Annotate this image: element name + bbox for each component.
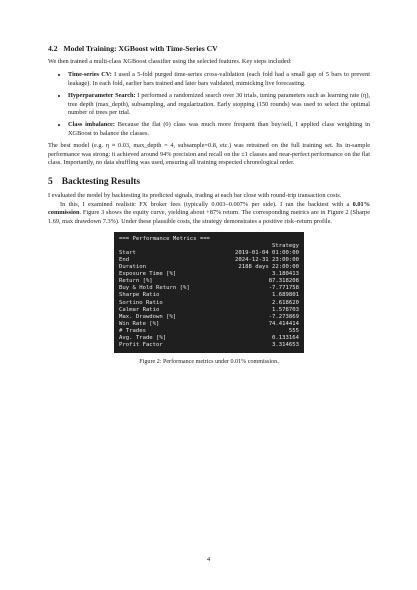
- metric-value: 87.318208: [268, 278, 299, 285]
- metric-rows: [119, 250, 299, 349]
- metric-row: [119, 300, 299, 307]
- metric-row: [119, 328, 299, 335]
- metric-value: -7.273869: [268, 313, 299, 320]
- metric-label: Avg. Trade [%]: [119, 334, 167, 341]
- metric-row: [119, 285, 299, 292]
- metric-label: Buy & Hold Return [%]: [119, 285, 190, 292]
- metric-value: 2.618620: [272, 299, 299, 306]
- subsection-number: 4.2: [48, 44, 58, 53]
- section-heading: [48, 177, 370, 187]
- metric-value: 3.314653: [272, 341, 299, 348]
- metric-label: Sharpe Ratio: [119, 292, 160, 299]
- metric-label: Exposure Time [%]: [119, 271, 177, 278]
- bullet-item: [68, 71, 370, 88]
- page-content: [48, 44, 370, 365]
- metric-row: [119, 335, 299, 342]
- metric-label: Start: [119, 250, 136, 257]
- bullet-item: [68, 121, 370, 138]
- subsection-intro: We then trained a multi-class XGBoost classifier using the selected features. Key steps included:: [48, 58, 292, 65]
- terminal-header: [119, 236, 299, 243]
- metric-value: 74.414414: [268, 320, 299, 327]
- metric-value: 0.133164: [272, 334, 299, 341]
- metric-value: -7.771758: [268, 285, 299, 292]
- bullet-text: Because the flat (0) class was much more frequent than buy/sell, I applied class weighting in XGBoost to balance the classes.: [68, 121, 370, 137]
- terminal-header-text: === Performance Metrics ===: [119, 236, 210, 243]
- para-text: In this, I examined realistic FX broker fees (typically 0.003–0.007% per side). I ran the backtest with a: [60, 200, 353, 208]
- para-bold: 0.01% commission: [48, 200, 370, 217]
- metric-value: 1.689801: [272, 292, 299, 299]
- metric-value: 2024-12-31 23:00:00: [235, 257, 299, 264]
- metric-row: [119, 264, 299, 271]
- section-paragraph-1: I evaluated the model by backtesting its predicted signals, trading at each bar close with round-trip transaction costs.: [48, 192, 342, 200]
- bullet-text: I used a 5-fold purged time-series cross-validation (each fold had a small gap of 5 bars to prevent leakage). In each fold, earlier bars trained and later bars validated, mimicking live forecasting.: [68, 71, 371, 87]
- metric-row: [119, 314, 299, 321]
- metric-row: [119, 307, 299, 314]
- metric-value: 555: [288, 327, 299, 334]
- page-number: 4: [206, 556, 211, 563]
- figure-caption: Figure 2: Performance metrics under 0.01% commission.: [139, 358, 279, 365]
- bullet-list: [48, 71, 370, 138]
- para-text: . Figure 3 shows the equity curve, yielding about +87% return. The corresponding metrics are in Figure 2 (Sharpe 1.69, max drawdown 7.3%). Under these plausible costs, the strategy demonstrates a positive risk–return profile.: [48, 209, 370, 225]
- metric-value: 1.578703: [272, 306, 299, 313]
- bullet-item: [68, 92, 370, 117]
- metric-value: 2019-01-04 01:00:00: [235, 250, 299, 257]
- metric-label: Duration: [119, 264, 146, 271]
- closing-paragraph: The best model (e.g. η ≈ 0.03, max_depth = 4, subsample=0.8, etc.) was retrained on the full training set. Its in-sample performance was strong: it achieved around 94% precision and recall on the ±1 classes and near-perfect performance on the flat class. Importantly, no data shuffling was used, ensuring all training respected chronological order.: [48, 142, 370, 167]
- metric-row: [119, 250, 299, 257]
- metric-label: # Trades: [119, 327, 146, 334]
- metric-label: Profit Factor: [119, 341, 163, 348]
- metrics-terminal-image: [114, 232, 304, 353]
- section-paragraph-2: [48, 201, 370, 226]
- metric-label: Win Rate [%]: [119, 320, 160, 327]
- metric-label: Calmar Ratio: [119, 306, 160, 313]
- metric-label: End: [119, 257, 130, 264]
- subsection-title: Model Training: XGBoost with Time-Series CV: [63, 44, 218, 53]
- metric-row: [119, 342, 299, 349]
- metric-label: Max. Drawdown [%]: [119, 313, 177, 320]
- metric-row: [119, 257, 299, 264]
- terminal-column-label: Strategy: [272, 243, 299, 250]
- subsection-heading: [48, 44, 370, 53]
- metric-label: Return [%]: [119, 278, 153, 285]
- bullet-lead: Time-series CV:: [68, 71, 112, 79]
- metric-row: [119, 292, 299, 299]
- bullet-lead: Hyperparameter Search:: [68, 92, 136, 100]
- bullet-lead: Class imbalance:: [68, 121, 115, 129]
- metric-row: [119, 278, 299, 285]
- metric-value: 2188 days 22:00:00: [238, 264, 299, 271]
- metric-row: [119, 321, 299, 328]
- metric-label: Sortino Ratio: [119, 299, 163, 306]
- metric-value: 3.180413: [272, 271, 299, 278]
- bullet-text: I performed a randomized search over 30 trials, tuning parameters such as learning rate (η), tree depth (max_depth), subsampling, and regularization. Early stopping (150 rounds) was used to select the optimal number of trees per trial.: [68, 92, 370, 117]
- metric-row: [119, 271, 299, 278]
- section-title: Backtesting Results: [61, 177, 141, 188]
- section-number: 5: [48, 177, 53, 188]
